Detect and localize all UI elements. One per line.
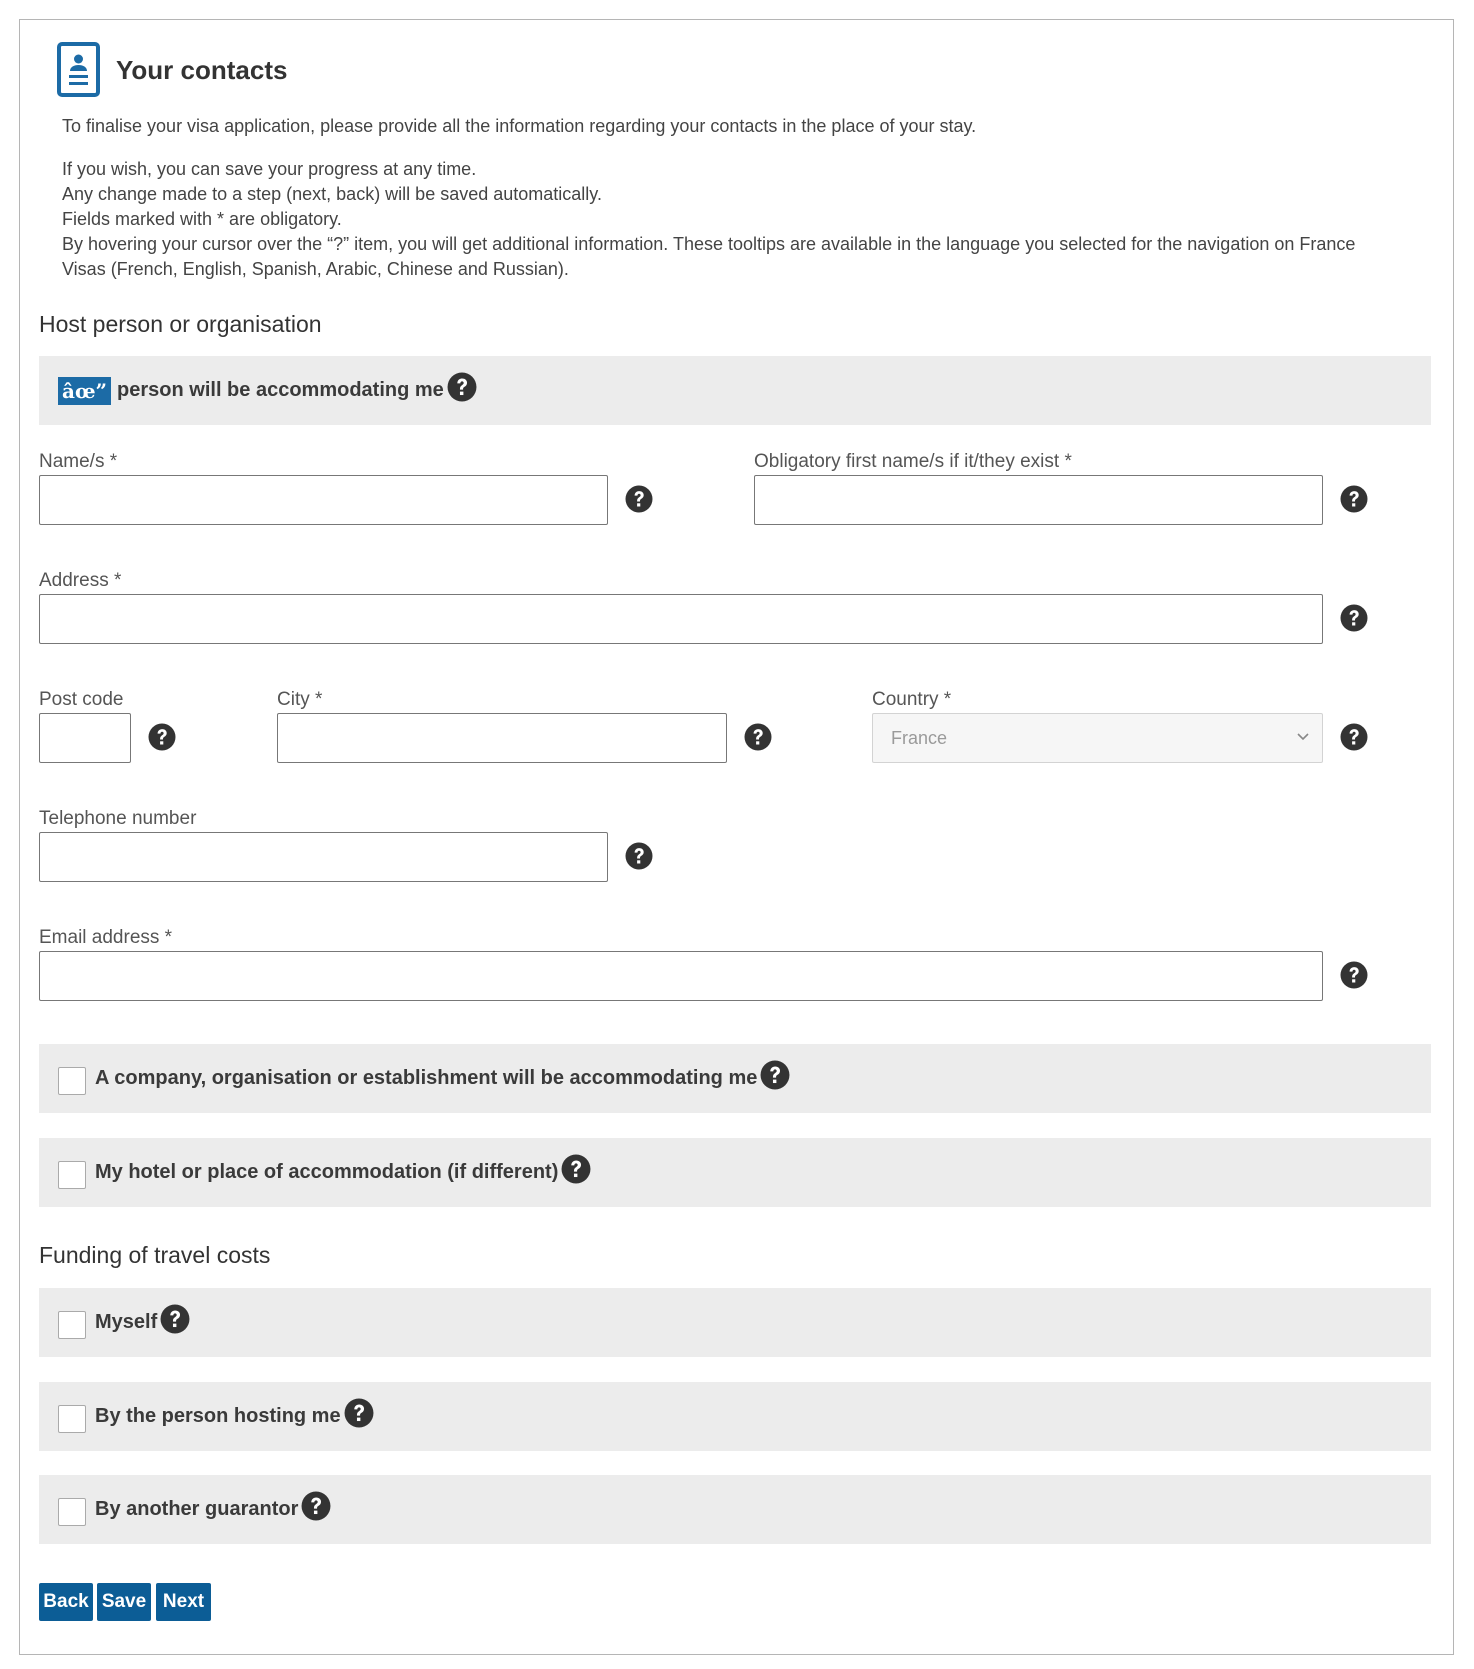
- city-input[interactable]: [277, 713, 727, 763]
- funding-host-band[interactable]: [39, 1382, 1431, 1451]
- intro-text: By hovering your cursor over the “?” item, you will get additional information. These tooltips are available in the language you selected for the navigation on France Visas (French, English, Spanish, Arabic, Chinese and Russian).: [62, 234, 1356, 279]
- phone-label: Telephone number: [39, 808, 197, 829]
- chevron-down-icon: [1296, 729, 1310, 743]
- email-input[interactable]: [39, 951, 1323, 1001]
- help-icon[interactable]: [744, 723, 772, 751]
- company-checkbox[interactable]: [58, 1067, 86, 1095]
- names-label: Name/s *: [39, 451, 118, 472]
- address-label: Address *: [39, 570, 122, 591]
- intro-text: To finalise your visa application, please provide all the information regarding your contacts in the place of your stay.: [62, 116, 977, 136]
- save-button[interactable]: Save: [97, 1583, 151, 1621]
- help-icon[interactable]: [561, 1154, 591, 1184]
- host-person-label: person will be accommodating me: [117, 379, 444, 401]
- intro-text: Fields marked with * are obligatory.: [62, 209, 342, 229]
- hotel-checkbox[interactable]: [58, 1161, 86, 1189]
- help-icon[interactable]: [1340, 604, 1368, 632]
- page-title: Your contacts: [116, 55, 288, 85]
- host-section-heading: Host person or organisation: [39, 311, 322, 337]
- email-label: Email address *: [39, 927, 173, 948]
- funding-guarantor-label: By another guarantor: [95, 1498, 299, 1520]
- help-icon[interactable]: [301, 1491, 331, 1521]
- phone-input[interactable]: [39, 832, 608, 882]
- intro-text: Any change made to a step (next, back) will be saved automatically.: [62, 184, 602, 204]
- funding-guarantor-band[interactable]: [39, 1475, 1431, 1544]
- funding-guarantor-checkbox[interactable]: [58, 1498, 86, 1526]
- help-icon[interactable]: [760, 1060, 790, 1090]
- country-value: France: [891, 727, 948, 748]
- company-band[interactable]: [39, 1044, 1431, 1113]
- hotel-label: My hotel or place of accommodation (if different): [95, 1161, 559, 1183]
- host-person-toggle[interactable]: âœ”: [58, 377, 111, 405]
- first-names-input[interactable]: [754, 475, 1323, 525]
- postcode-label: Post code: [39, 689, 124, 710]
- help-icon[interactable]: [160, 1304, 190, 1334]
- address-input[interactable]: [39, 594, 1323, 644]
- funding-myself-label: Myself: [95, 1311, 158, 1333]
- funding-myself-checkbox[interactable]: [58, 1311, 86, 1339]
- back-button[interactable]: Back: [39, 1583, 93, 1621]
- country-select[interactable]: [872, 713, 1323, 763]
- first-names-label: Obligatory first name/s if it/they exist *: [754, 451, 1072, 472]
- names-input[interactable]: [39, 475, 608, 525]
- country-label: Country *: [872, 689, 952, 710]
- next-button[interactable]: Next: [156, 1583, 211, 1621]
- funding-host-label: By the person hosting me: [95, 1405, 341, 1427]
- company-label: A company, organisation or establishment will be accommodating me: [95, 1067, 758, 1089]
- contact-card-icon: [57, 42, 100, 97]
- help-icon[interactable]: [344, 1398, 374, 1428]
- funding-host-checkbox[interactable]: [58, 1405, 86, 1433]
- help-icon[interactable]: [1340, 485, 1368, 513]
- intro-text: If you wish, you can save your progress at any time.: [62, 159, 477, 179]
- funding-section-heading: Funding of travel costs: [39, 1242, 271, 1268]
- funding-myself-band[interactable]: [39, 1288, 1431, 1357]
- help-icon[interactable]: [1340, 723, 1368, 751]
- postcode-input[interactable]: [39, 713, 131, 763]
- help-icon[interactable]: [625, 485, 653, 513]
- help-icon[interactable]: [148, 723, 176, 751]
- help-icon[interactable]: [447, 372, 477, 402]
- hotel-band[interactable]: [39, 1138, 1431, 1207]
- host-person-band[interactable]: [39, 356, 1431, 425]
- city-label: City *: [277, 689, 323, 710]
- help-icon[interactable]: [1340, 961, 1368, 989]
- help-icon[interactable]: [625, 842, 653, 870]
